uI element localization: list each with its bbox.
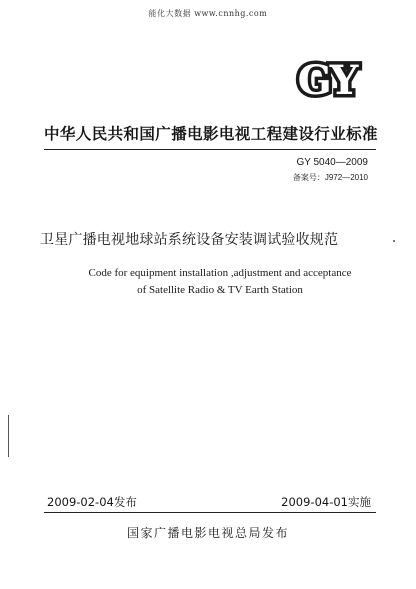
watermark-text: 能化大数据 www.cnnhg.com — [148, 9, 268, 18]
gy-logo-text: GY — [297, 58, 357, 100]
document-title-english — [60, 265, 380, 299]
standard-number: GY 5040—2009 — [296, 157, 368, 168]
header-divider — [44, 149, 376, 150]
standard-category-title: 中华人民共和国广播电影电视工程建设行业标准 — [44, 125, 378, 143]
implementation-date: 2009-04-01实施 — [281, 495, 371, 509]
english-title-line-1: Code for equipment installation ,adjustment and acceptance — [88, 267, 352, 279]
record-number: 备案号：J972—2010 — [292, 173, 368, 182]
gy-logo — [283, 58, 371, 100]
document-title-chinese: 卫星广播电视地球站系统设备安装调试验收规范 — [40, 232, 339, 248]
english-title-line-2: of Satellite Radio & TV Earth Station — [137, 284, 303, 296]
scan-edge-mark — [8, 415, 9, 457]
footer-divider — [44, 512, 376, 513]
publisher: 国家广播电影电视总局发布 — [126, 526, 289, 540]
issue-date: 2009-02-04发布 — [47, 495, 137, 509]
scan-speck — [393, 240, 395, 242]
